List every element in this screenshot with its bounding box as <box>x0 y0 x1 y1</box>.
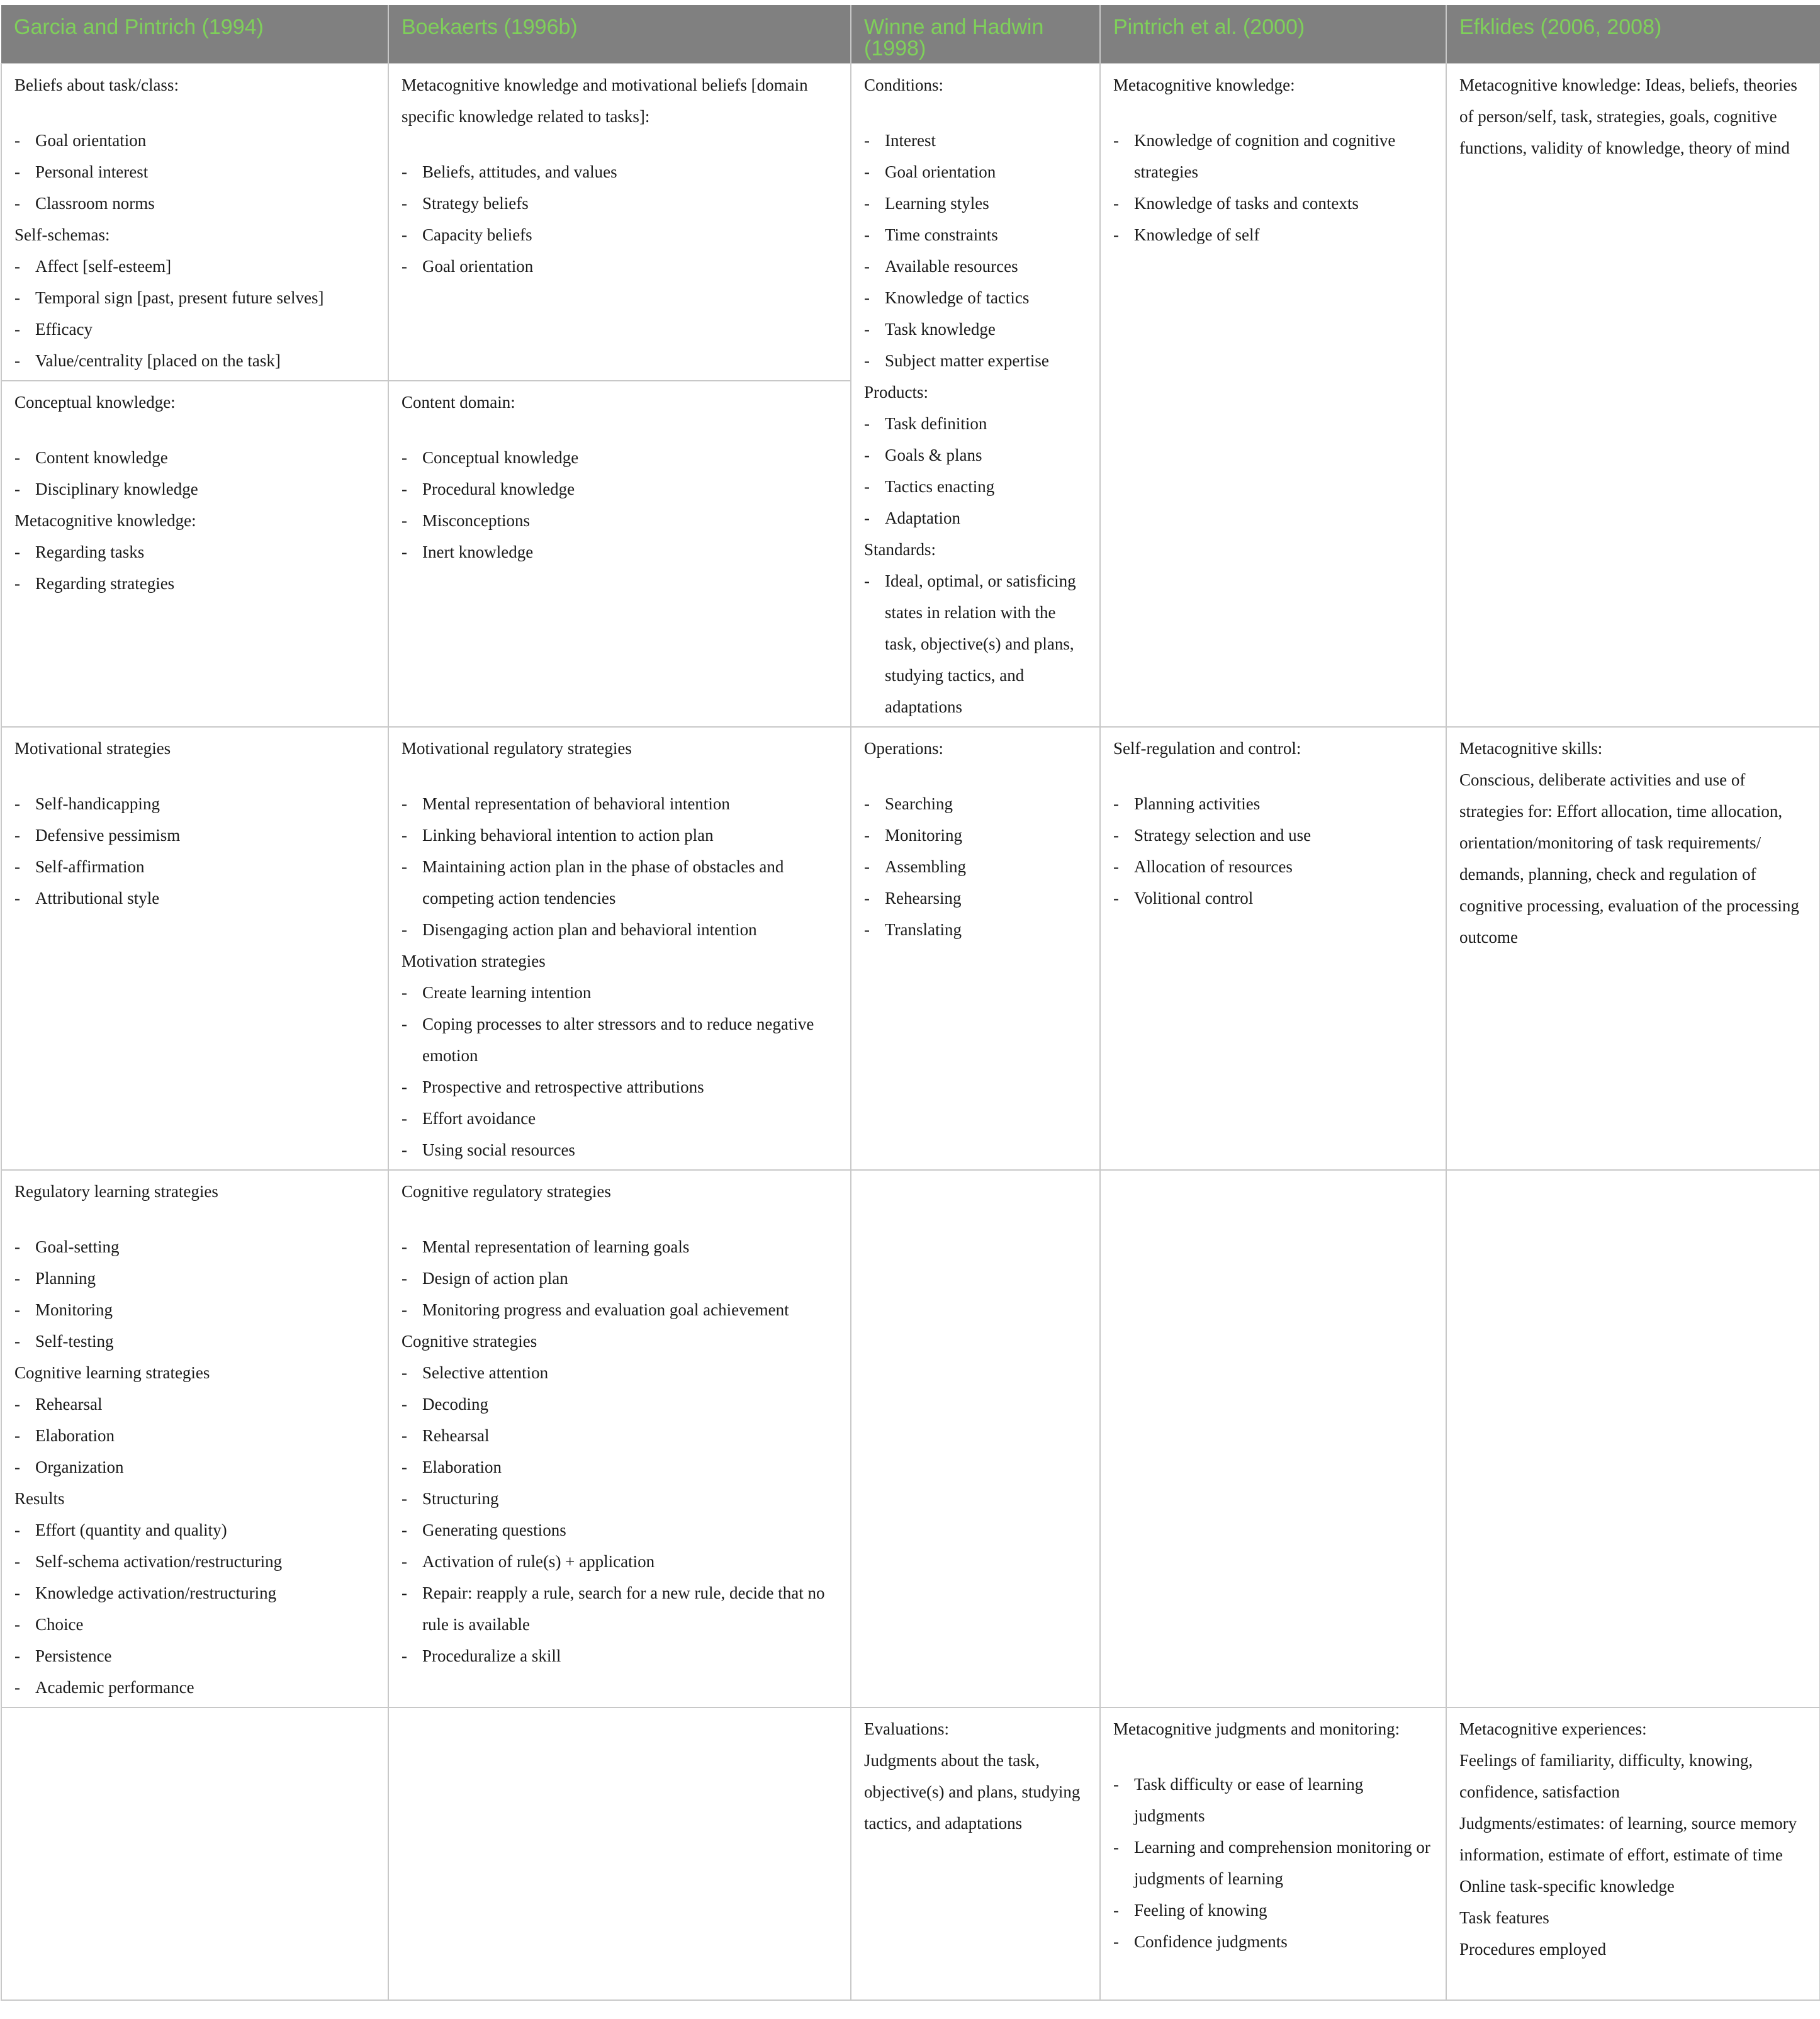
cell-heading: Metacognitive skills: <box>1459 739 1603 758</box>
list-item: - Volitional control <box>1113 882 1435 914</box>
bullet-list <box>14 1231 378 1357</box>
list-item: - Elaboration <box>14 1420 378 1451</box>
list-item: - Self-handicapping <box>14 788 378 819</box>
cell-line: Judgments/estimates: of learning, source memory information, estimate of effort, estimate of time <box>1459 1814 1797 1864</box>
list-item: - Interest <box>864 125 1089 156</box>
list-item: - Subject matter expertise <box>864 345 1089 376</box>
cell-line: Online task-specific knowledge <box>1459 1877 1675 1896</box>
list-item: - Classroom norms <box>14 188 378 219</box>
list-item: - Prospective and retrospective attributions <box>402 1071 840 1103</box>
cell-heading: Cognitive regulatory strategies <box>402 1182 611 1201</box>
cell-heading: Metacognitive judgments and monitoring: <box>1113 1719 1400 1738</box>
list-item: - Activation of rule(s) + application <box>402 1546 840 1577</box>
list-item: - Knowledge of tasks and contexts <box>1113 188 1435 219</box>
bullet-list <box>14 536 378 599</box>
cell-heading: Self-regulation and control: <box>1113 739 1301 758</box>
bullet-list <box>402 1231 840 1325</box>
table-cell <box>1100 64 1446 727</box>
list-item: - Repair: reapply a rule, search for a new rule, decide that no rule is available <box>402 1577 840 1640</box>
bullet-list <box>402 442 840 568</box>
cell-heading: Motivational strategies <box>14 739 171 758</box>
header-garcia-pintrich: Garcia and Pintrich (1994) <box>1 5 388 64</box>
list-item: - Beliefs, attitudes, and values <box>402 156 840 188</box>
list-item: - Confidence judgments <box>1113 1926 1435 1957</box>
list-item: - Coping processes to alter stressors and to reduce negative emotion <box>402 1008 840 1071</box>
list-item: - Tactics enacting <box>864 471 1089 502</box>
bullet-list <box>14 1388 378 1483</box>
list-item: - Rehearsal <box>402 1420 840 1451</box>
table-cell <box>1 727 388 1170</box>
cell-subheading: Cognitive learning strategies <box>14 1363 210 1382</box>
list-item: - Value/centrality [placed on the task] <box>14 345 378 376</box>
list-item: - Goals & plans <box>864 439 1089 471</box>
cell-heading: Evaluations: <box>864 1719 949 1738</box>
bullet-list <box>864 565 1089 723</box>
table-cell <box>388 64 851 381</box>
list-item: - Task knowledge <box>864 313 1089 345</box>
list-item: - Effort (quantity and quality) <box>14 1514 378 1546</box>
list-item: - Knowledge of cognition and cognitive strategies <box>1113 125 1435 188</box>
table-cell <box>1100 727 1446 1170</box>
list-item: - Generating questions <box>402 1514 840 1546</box>
empty-cell <box>388 1707 851 2000</box>
empty-cell <box>1446 1170 1820 1707</box>
cell-heading: Motivational regulatory strategies <box>402 739 632 758</box>
list-item: - Self-testing <box>14 1325 378 1357</box>
empty-cell <box>1 1707 388 2000</box>
bullet-list <box>402 788 840 945</box>
list-item: - Effort avoidance <box>402 1103 840 1134</box>
cell-heading: Metacognitive knowledge and motivational beliefs [domain specific knowledge related to tasks]: <box>402 76 808 126</box>
table-cell <box>851 1707 1100 2000</box>
cell-heading: Operations: <box>864 739 943 758</box>
list-item: - Mental representation of learning goals <box>402 1231 840 1263</box>
list-item: - Attributional style <box>14 882 378 914</box>
table-cell <box>1 64 388 381</box>
list-item: - Task definition <box>864 408 1089 439</box>
list-item: - Rehearsing <box>864 882 1089 914</box>
list-item: - Personal interest <box>14 156 378 188</box>
bullet-list <box>1113 1769 1435 1957</box>
list-item: - Structuring <box>402 1483 840 1514</box>
cell-heading: Metacognitive experiences: <box>1459 1719 1647 1738</box>
list-item: - Content knowledge <box>14 442 378 473</box>
list-item: - Goal-setting <box>14 1231 378 1263</box>
list-item: - Maintaining action plan in the phase of obstacles and competing action tendencies <box>402 851 840 914</box>
list-item: - Defensive pessimism <box>14 819 378 851</box>
list-item: - Design of action plan <box>402 1263 840 1294</box>
header-winne-hadwin: Winne and Hadwin (1998) <box>851 5 1100 64</box>
list-item: - Self-schema activation/restructuring <box>14 1546 378 1577</box>
table-row <box>1 64 1820 381</box>
list-item: - Searching <box>864 788 1089 819</box>
list-item: - Organization <box>14 1451 378 1483</box>
list-item: - Strategy beliefs <box>402 188 840 219</box>
table-cell <box>388 727 851 1170</box>
list-item: - Knowledge of tactics <box>864 282 1089 313</box>
cell-subheading: Cognitive strategies <box>402 1332 537 1351</box>
list-item: - Academic performance <box>14 1672 378 1703</box>
list-item: - Rehearsal <box>14 1388 378 1420</box>
bullet-list <box>402 977 840 1166</box>
table-row <box>1 1170 1820 1707</box>
list-item: - Persistence <box>14 1640 378 1672</box>
header-row <box>1 5 1820 64</box>
list-item: - Goal orientation <box>402 250 840 282</box>
list-item: - Choice <box>14 1609 378 1640</box>
cell-line: Task features <box>1459 1908 1549 1927</box>
bullet-list <box>14 250 378 376</box>
cell-subheading: Standards: <box>864 540 936 559</box>
list-item: - Linking behavioral intention to action plan <box>402 819 840 851</box>
header-pintrich-et-al: Pintrich et al. (2000) <box>1100 5 1446 64</box>
cell-subheading: Self-schemas: <box>14 225 110 244</box>
cell-heading: Content domain: <box>402 393 515 412</box>
list-item: - Feeling of knowing <box>1113 1894 1435 1926</box>
list-item: - Mental representation of behavioral intention <box>402 788 840 819</box>
list-item: - Goal orientation <box>864 156 1089 188</box>
list-item: - Misconceptions <box>402 505 840 536</box>
list-item: - Self-affirmation <box>14 851 378 882</box>
list-item: - Task difficulty or ease of learning judgments <box>1113 1769 1435 1831</box>
cell-text: Metacognitive knowledge: Ideas, beliefs, theories of person/self, task, strategies, goals, cognitive functions, validity of knowledge, theory of mind <box>1459 76 1797 157</box>
bullet-list <box>402 156 840 282</box>
list-item: - Elaboration <box>402 1451 840 1483</box>
list-item: - Knowledge activation/restructuring <box>14 1577 378 1609</box>
cell-text: Judgments about the task, objective(s) and plans, studying tactics, and adaptations <box>864 1751 1081 1833</box>
cell-line: Procedures employed <box>1459 1940 1607 1959</box>
cell-heading: Beliefs about task/class: <box>14 76 179 94</box>
list-item: - Conceptual knowledge <box>402 442 840 473</box>
list-item: - Planning <box>14 1263 378 1294</box>
cell-subheading: Results <box>14 1489 65 1508</box>
list-item: - Monitoring <box>864 819 1089 851</box>
cell-heading: Metacognitive knowledge: <box>1113 76 1295 94</box>
list-item: - Temporal sign [past, present future selves] <box>14 282 378 313</box>
list-item: - Regarding strategies <box>14 568 378 599</box>
bullet-list <box>14 125 378 219</box>
cell-heading: Conditions: <box>864 76 944 94</box>
bullet-list <box>864 408 1089 534</box>
list-item: - Translating <box>864 914 1089 945</box>
cell-subheading: Metacognitive knowledge: <box>14 511 196 530</box>
header-boekaerts: Boekaerts (1996b) <box>388 5 851 64</box>
list-item: - Proceduralize a skill <box>402 1640 840 1672</box>
table-row <box>1 1707 1820 2000</box>
bullet-list <box>14 442 378 505</box>
table-cell <box>388 1170 851 1707</box>
table-row <box>1 727 1820 1170</box>
list-item: - Time constraints <box>864 219 1089 250</box>
list-item: - Disciplinary knowledge <box>14 473 378 505</box>
list-item: - Goal orientation <box>14 125 378 156</box>
table-cell <box>388 381 851 727</box>
cell-line: Feelings of familiarity, difficulty, knowing, confidence, satisfaction <box>1459 1751 1753 1801</box>
table-cell <box>1 1170 388 1707</box>
list-item: - Capacity beliefs <box>402 219 840 250</box>
bullet-list <box>864 788 1089 945</box>
list-item: - Inert knowledge <box>402 536 840 568</box>
list-item: - Planning activities <box>1113 788 1435 819</box>
list-item: - Procedural knowledge <box>402 473 840 505</box>
cell-heading: Conceptual knowledge: <box>14 393 176 412</box>
comparison-table <box>1 5 1820 2001</box>
table-cell <box>1446 64 1820 727</box>
list-item: - Selective attention <box>402 1357 840 1388</box>
bullet-list <box>14 1514 378 1703</box>
list-item: - Create learning intention <box>402 977 840 1008</box>
list-item: - Available resources <box>864 250 1089 282</box>
table-cell <box>851 64 1100 727</box>
cell-subheading: Motivation strategies <box>402 952 546 970</box>
table-cell <box>1446 727 1820 1170</box>
bullet-list <box>1113 125 1435 250</box>
table-cell <box>1100 1707 1446 2000</box>
bullet-list <box>14 788 378 914</box>
list-item: - Assembling <box>864 851 1089 882</box>
list-item: - Strategy selection and use <box>1113 819 1435 851</box>
list-item: - Knowledge of self <box>1113 219 1435 250</box>
bullet-list <box>864 125 1089 376</box>
list-item: - Regarding tasks <box>14 536 378 568</box>
list-item: - Using social resources <box>402 1134 840 1166</box>
list-item: - Monitoring progress and evaluation goal achievement <box>402 1294 840 1325</box>
table-cell <box>1 381 388 727</box>
cell-subheading: Products: <box>864 383 929 402</box>
list-item: - Learning styles <box>864 188 1089 219</box>
list-item: - Allocation of resources <box>1113 851 1435 882</box>
bullet-list <box>402 1357 840 1672</box>
bullet-list <box>1113 788 1435 914</box>
list-item: - Decoding <box>402 1388 840 1420</box>
cell-heading: Regulatory learning strategies <box>14 1182 218 1201</box>
empty-cell <box>851 1170 1100 1707</box>
list-item: - Affect [self-esteem] <box>14 250 378 282</box>
cell-text: Conscious, deliberate activities and use of strategies for: Effort allocation, time allocation, orientation/monitoring of task requirements/ demands, planning, check and regulation of cognitive processing, evaluation of the processing outcome <box>1459 770 1799 947</box>
list-item: - Ideal, optimal, or satisficing states in relation with the task, objective(s) and plans, studying tactics, and adaptations <box>864 565 1089 723</box>
list-item: - Learning and comprehension monitoring or judgments of learning <box>1113 1831 1435 1894</box>
list-item: - Adaptation <box>864 502 1089 534</box>
empty-cell <box>1100 1170 1446 1707</box>
table-cell <box>1446 1707 1820 2000</box>
header-efklides: Efklides (2006, 2008) <box>1446 5 1820 64</box>
list-item: - Disengaging action plan and behavioral intention <box>402 914 840 945</box>
table-cell <box>851 727 1100 1170</box>
list-item: - Monitoring <box>14 1294 378 1325</box>
list-item: - Efficacy <box>14 313 378 345</box>
